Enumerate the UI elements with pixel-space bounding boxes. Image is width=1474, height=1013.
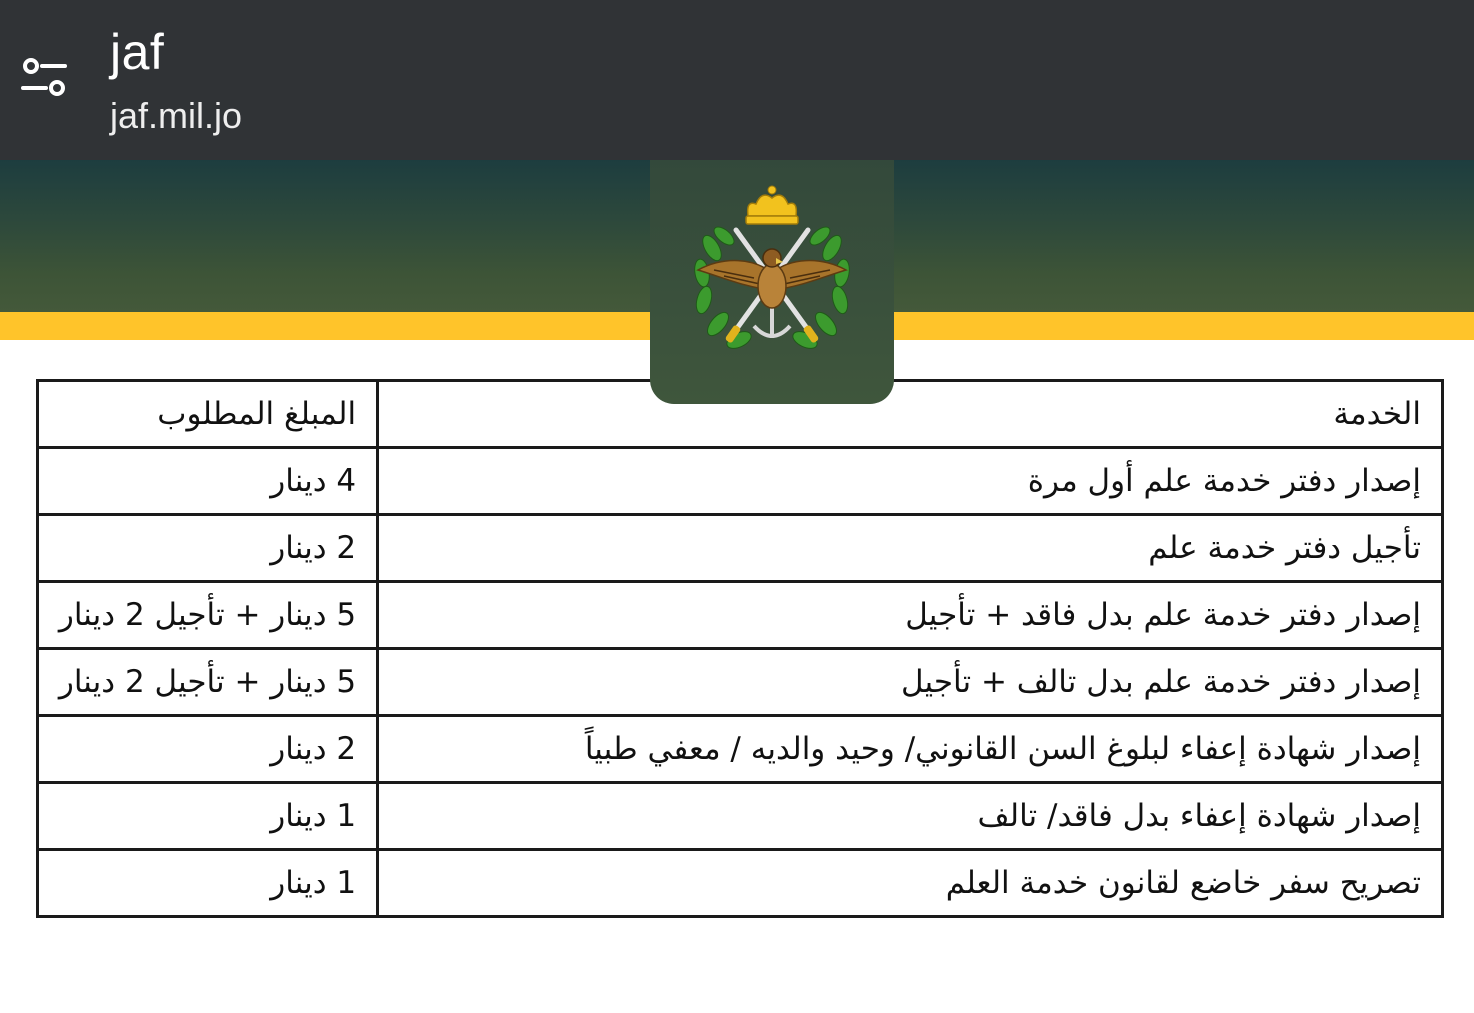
- jordan-armed-forces-emblem-icon: [684, 178, 860, 358]
- site-title: jaf: [110, 24, 165, 80]
- header-service: الخدمة: [378, 381, 1443, 448]
- service-cell: تصريح سفر خاضع لقانون خدمة العلم: [378, 850, 1443, 917]
- table-row: [38, 783, 1443, 850]
- header-amount: المبلغ المطلوب: [38, 381, 378, 448]
- table-row: [38, 582, 1443, 649]
- tune-settings-icon[interactable]: [20, 56, 68, 100]
- service-cell: إصدار شهادة إعفاء لبلوغ السن القانوني/ وحيد والديه / معفي طبياً: [378, 716, 1443, 783]
- browser-top-bar: [0, 0, 1474, 160]
- site-url[interactable]: jaf.mil.jo: [110, 95, 243, 136]
- table-row: [38, 515, 1443, 582]
- amount-cell: 5 دينار + تأجيل 2 دينار: [38, 582, 378, 649]
- table-row: [38, 850, 1443, 917]
- service-cell: إصدار دفتر خدمة علم بدل فاقد + تأجيل: [378, 582, 1443, 649]
- amount-cell: 4 دينار: [38, 448, 378, 515]
- service-cell: تأجيل دفتر خدمة علم: [378, 515, 1443, 582]
- service-cell: إصدار دفتر خدمة علم أول مرة: [378, 448, 1443, 515]
- amount-cell: 2 دينار: [38, 515, 378, 582]
- amount-cell: 1 دينار: [38, 850, 378, 917]
- service-cell: إصدار دفتر خدمة علم بدل تالف + تأجيل: [378, 649, 1443, 716]
- table-row: [38, 649, 1443, 716]
- emblem-badge: [650, 160, 894, 404]
- fees-table: [36, 379, 1444, 918]
- amount-cell: 2 دينار: [38, 716, 378, 783]
- table-row: [38, 448, 1443, 515]
- amount-cell: 1 دينار: [38, 783, 378, 850]
- table-row: [38, 716, 1443, 783]
- amount-cell: 5 دينار + تأجيل 2 دينار: [38, 649, 378, 716]
- service-cell: إصدار شهادة إعفاء بدل فاقد/ تالف: [378, 783, 1443, 850]
